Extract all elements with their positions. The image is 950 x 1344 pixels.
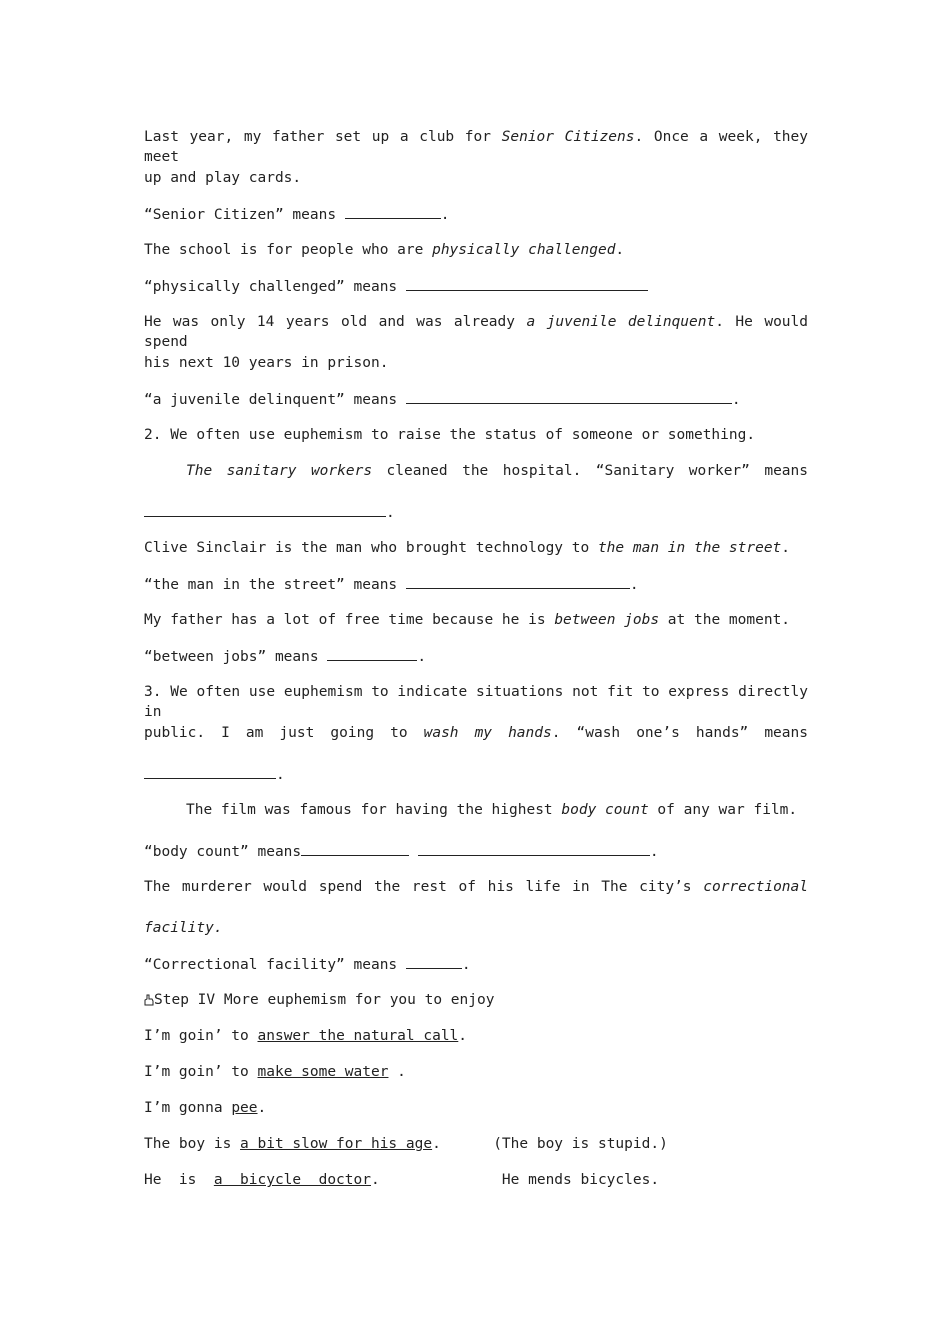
text-run: The school is for people who are <box>144 242 433 258</box>
question-line <box>144 841 808 862</box>
text-run: . <box>386 505 395 521</box>
text-line: his next 10 years in prison. <box>144 355 389 371</box>
text-line <box>144 723 808 743</box>
question-line <box>144 954 808 975</box>
example-line <box>144 1134 808 1154</box>
example-line <box>144 1026 808 1046</box>
underlined-euphemism: answer the natural call <box>257 1028 459 1044</box>
text-run: . <box>440 207 450 223</box>
text-line <box>186 800 808 820</box>
underlined-euphemism: a bicycle doctor <box>213 1172 371 1188</box>
text-run: . <box>731 392 741 408</box>
italic-term: correctional <box>703 879 808 895</box>
text-run: . <box>649 844 659 860</box>
prompt-text: “between jobs” means <box>144 649 328 665</box>
text-run: . <box>458 1028 468 1044</box>
italic-term: physically challenged <box>432 242 616 258</box>
text-run: He was only 14 years old and was already <box>144 314 527 330</box>
text-run: . <box>781 540 791 556</box>
text-run: Step IV More euphemism for you to enjoy <box>154 992 495 1008</box>
text-run: I’m gonna <box>144 1100 232 1116</box>
answer-blank[interactable] <box>144 764 276 779</box>
text-run: at the moment. <box>659 612 791 628</box>
question-line <box>144 764 808 785</box>
italic-term: the man in the street <box>597 540 782 556</box>
example-line <box>144 1062 808 1082</box>
prompt-text: “physically challenged” means <box>144 279 406 295</box>
text-run: public. I am just going to <box>144 725 424 741</box>
text-run: . He mends bicycles. <box>370 1172 660 1188</box>
answer-blank[interactable] <box>345 204 441 219</box>
prompt-text: “body count” means <box>144 844 302 860</box>
answer-blank[interactable] <box>406 389 732 404</box>
text-run: I’m goin’ to <box>144 1028 258 1044</box>
text-run: . <box>629 577 639 593</box>
text-run: . <box>388 1064 406 1080</box>
text-run: . <box>615 242 625 258</box>
underlined-euphemism: pee <box>231 1100 258 1116</box>
prompt-text: “Senior Citizen” means <box>144 207 345 223</box>
text-line <box>144 538 808 558</box>
pointing-hand-icon <box>144 992 154 1004</box>
section-heading: 2. We often use euphemism to raise the status of someone or something. <box>144 427 756 443</box>
question-line <box>144 574 808 595</box>
italic-term: facility. <box>144 920 223 936</box>
text-run: . (The boy is stupid.) <box>432 1136 668 1152</box>
italic-term: between jobs <box>554 612 660 628</box>
italic-term: Senior Citizens <box>501 129 635 145</box>
answer-blank[interactable] <box>406 574 630 589</box>
text-run: The film was famous for having the highest <box>186 802 562 818</box>
prompt-text: “the man in the street” means <box>144 577 406 593</box>
example-line <box>144 1098 808 1118</box>
italic-term: The sanitary workers <box>186 463 373 479</box>
answer-blank[interactable] <box>406 954 462 969</box>
italic-term: a juvenile delinquent <box>526 314 716 330</box>
prompt-text: “a juvenile delinquent” means <box>144 392 406 408</box>
text-run: My father has a lot of free time because he is <box>144 612 555 628</box>
text-run: . <box>461 957 471 973</box>
answer-blank[interactable] <box>418 841 650 856</box>
question-line <box>144 502 808 523</box>
text-line <box>144 610 808 630</box>
text-line <box>144 127 808 167</box>
answer-blank[interactable] <box>406 276 648 291</box>
text-run: Clive Sinclair is the man who brought technology to <box>144 540 598 556</box>
text-run: The murderer would spend the rest of his life in The city’s <box>144 879 704 895</box>
text-run: He is <box>144 1172 214 1188</box>
underlined-euphemism: a bit slow for his age <box>240 1136 433 1152</box>
prompt-text: “Correctional facility” means <box>144 957 406 973</box>
text-line <box>144 312 808 352</box>
step-heading <box>144 990 808 1010</box>
text-run: . “wash one’s hands” means <box>551 725 808 741</box>
italic-term: wash my hands <box>423 725 552 741</box>
question-line <box>144 276 808 297</box>
text-run: . <box>257 1100 267 1116</box>
text-run: . <box>417 649 427 665</box>
text-run: Last year, my father set up a club for <box>144 129 502 145</box>
text-run: . He would spend <box>144 314 808 350</box>
text-run: . <box>276 767 285 783</box>
text-run: . Once a week, they meet <box>144 129 808 165</box>
text-run: cleaned the hospital. “Sanitary worker” means <box>372 463 808 479</box>
text-run: The boy is <box>144 1136 241 1152</box>
answer-blank[interactable] <box>144 502 386 517</box>
answer-blank[interactable] <box>301 841 409 856</box>
text-run: I’m goin’ to <box>144 1064 258 1080</box>
question-line <box>144 389 808 410</box>
question-line <box>144 204 808 225</box>
answer-blank[interactable] <box>327 646 417 661</box>
section-heading: 3. We often use euphemism to indicate situations not fit to express directly in <box>144 684 808 720</box>
text-line: up and play cards. <box>144 170 302 186</box>
italic-term: body count <box>561 802 649 818</box>
text-line <box>144 240 808 260</box>
example-line <box>144 1170 808 1190</box>
text-line <box>144 877 808 897</box>
text-run: of any war film. <box>648 802 798 818</box>
text-line <box>186 461 808 481</box>
underlined-euphemism: make some water <box>257 1064 389 1080</box>
question-line <box>144 646 808 667</box>
